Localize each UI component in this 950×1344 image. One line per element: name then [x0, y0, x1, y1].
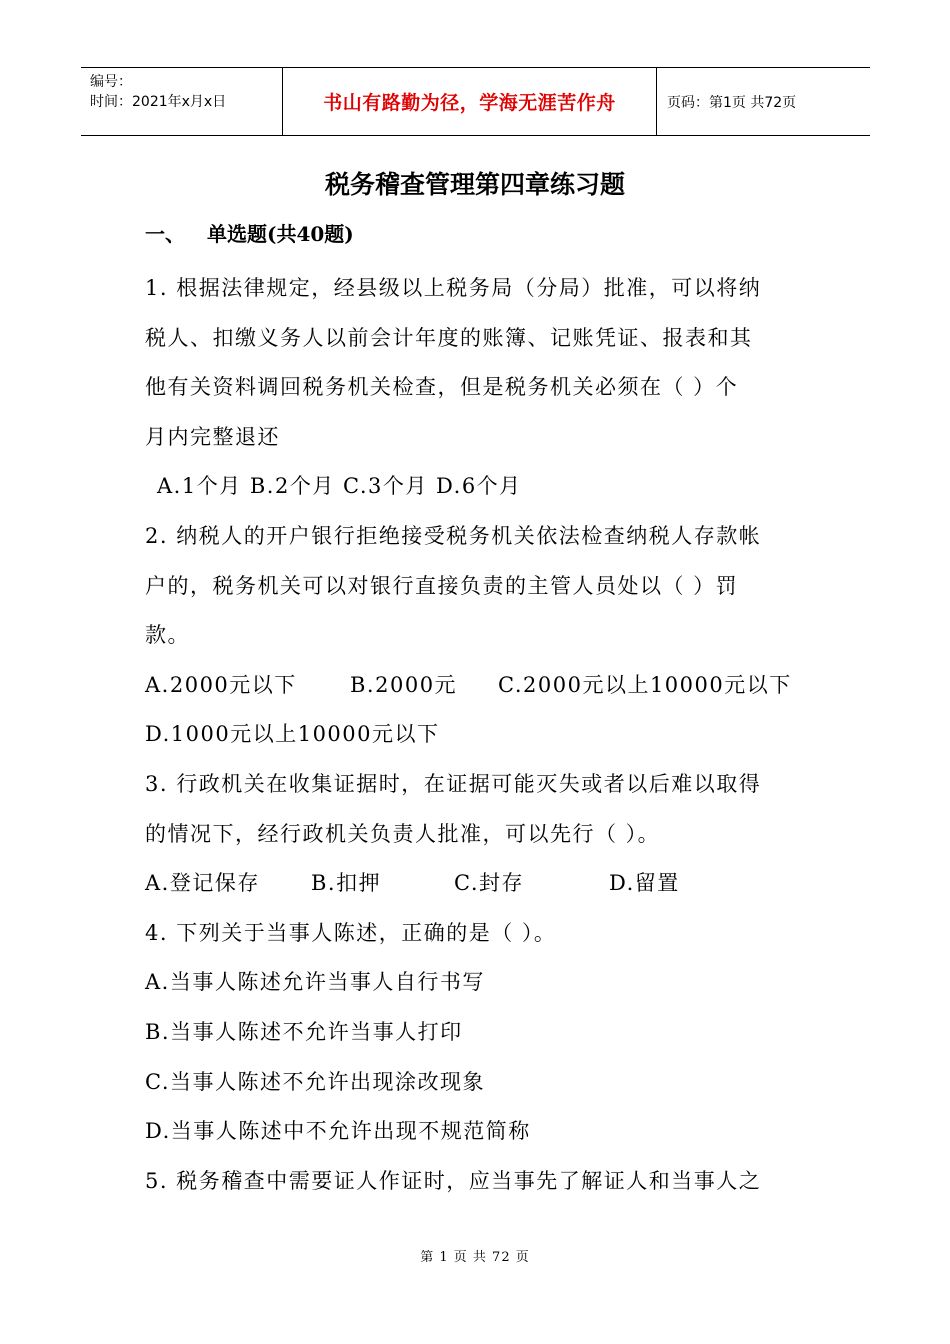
question-4-option-c: C.当事人陈述不允许出现涂改现象 — [145, 1069, 485, 1094]
page-footer: 第 1 页 共 72 页 — [420, 1250, 530, 1265]
question-1-line: 1. 根据法律规定，经县级以上税务局（分局）批准，可以将纳 — [145, 276, 762, 300]
question-3-option-d: D.留置 — [609, 871, 680, 896]
question-3-option-a: A.登记保存 — [145, 871, 260, 896]
header-meta-cell — [81, 68, 283, 135]
question-2-line: 户的，税务机关可以对银行直接负责的主管人员处以（ ）罚 — [145, 573, 739, 598]
question-2-option-a: A.2000元以下 — [145, 672, 297, 697]
question-3-line: 3. 行政机关在收集证据时，在证据可能灭失或者以后难以取得 — [145, 771, 762, 796]
question-2-option-d: D.1000元以上10000元以下 — [145, 722, 440, 747]
question-4-option-d: D.当事人陈述中不允许出现不规范简称 — [145, 1119, 531, 1144]
header-page-info: 页码：第1页 共72页 — [667, 94, 797, 111]
question-4-option-b: B.当事人陈述不允许当事人打印 — [145, 1019, 463, 1044]
question-3-option-b: B.扣押 — [311, 871, 382, 896]
question-1-options: A.1个月 B.2个月 C.3个月 D.6个月 — [157, 474, 522, 499]
question-1-line: 月内完整退还 — [145, 424, 280, 449]
section-title: 单选题(共40题) — [207, 222, 354, 246]
header-motto: 书山有路勤为径，学海无涯苦作舟 — [283, 68, 657, 135]
question-2-line: 2. 纳税人的开户银行拒绝接受税务机关依法检查纳税人存款帐 — [145, 523, 762, 548]
serial-number-label: 编号： — [90, 74, 132, 90]
question-1-line: 他有关资料调回税务机关检查，但是税务机关必须在（ ）个 — [145, 375, 739, 400]
question-3-line: 的情况下，经行政机关负责人批准，可以先行（ ）。 — [145, 821, 661, 846]
question-4-option-a: A.当事人陈述允许当事人自行书写 — [145, 970, 485, 995]
question-1-line: 税人、扣缴义务人以前会计年度的账簿、记账凭证、报表和其 — [145, 325, 753, 350]
question-5-line: 5. 税务稽查中需要证人作证时，应当事先了解证人和当事人之 — [145, 1168, 762, 1193]
question-list — [145, 264, 810, 1206]
section-heading — [145, 218, 354, 250]
date-label: 时间：2021年x月x日 — [90, 94, 227, 110]
question-2-option-b: B.2000元 — [350, 672, 458, 697]
question-2-option-c: C.2000元以上10000元以下 — [498, 672, 792, 697]
document-title: 税务稽查管理第四章练习题 — [324, 170, 625, 199]
question-2-line: 款。 — [145, 623, 190, 648]
question-2-options-row — [145, 661, 810, 711]
question-4-line: 4. 下列关于当事人陈述，正确的是（ ）。 — [145, 920, 557, 945]
question-3-options-row — [145, 859, 810, 909]
section-number: 一、 — [145, 222, 185, 246]
question-3-option-c: C.封存 — [454, 871, 524, 896]
page-header — [81, 67, 870, 136]
